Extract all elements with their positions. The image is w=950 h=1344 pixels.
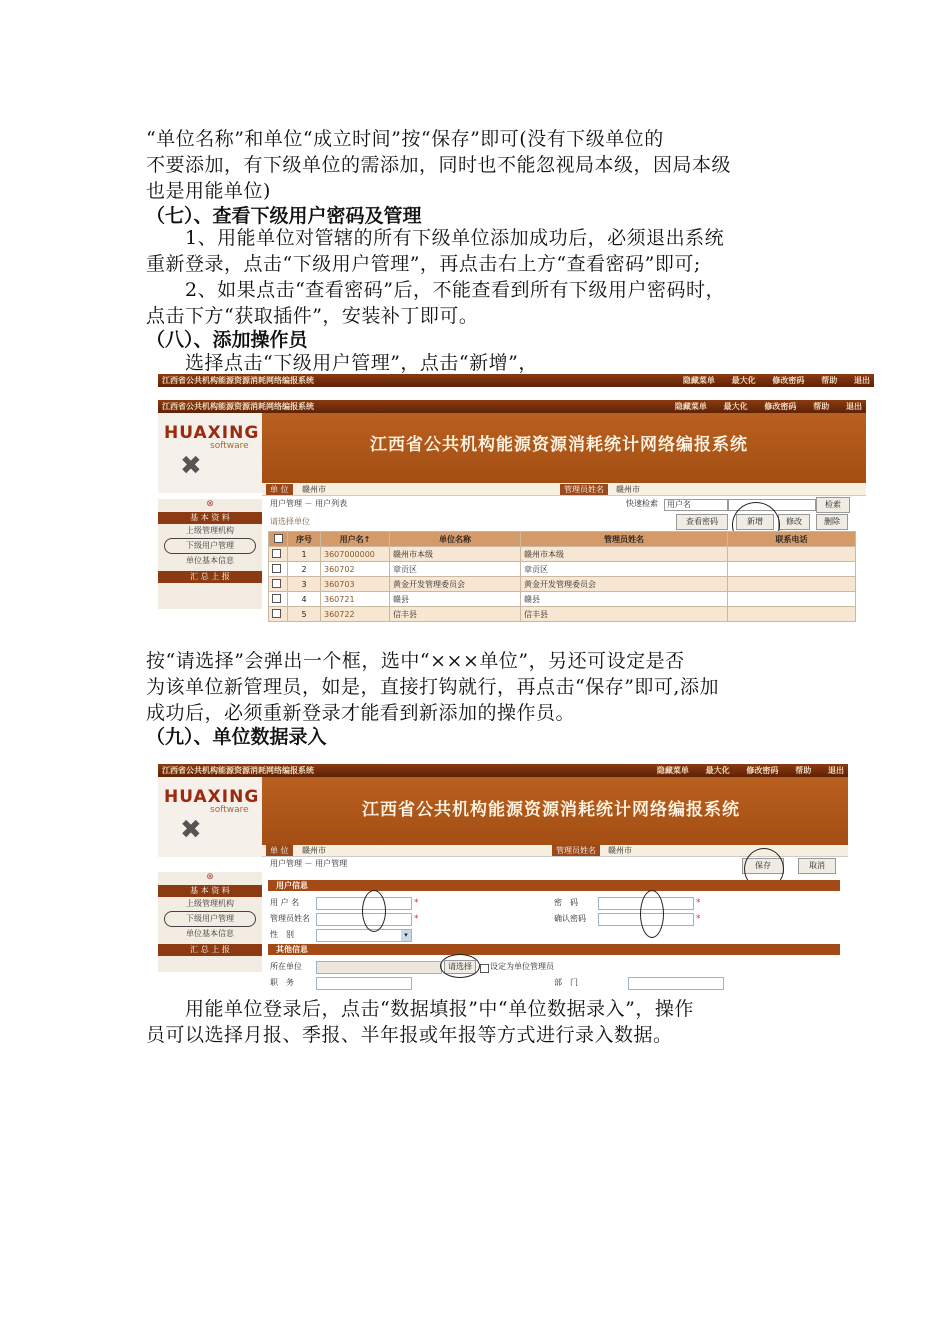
cell: 2 [288, 562, 321, 577]
sidebar-item-unit-info[interactable]: 单位基本信息 [186, 929, 234, 938]
dept-input[interactable] [628, 977, 724, 990]
system-name: 江西省公共机构能源资源消耗网络编报系统 [162, 766, 314, 775]
heading-section-9: （九）、单位数据录入 [146, 726, 327, 748]
text-line: 也是用能单位) [146, 180, 271, 202]
cell: 3 [288, 577, 321, 592]
text-line: “单位名称”和单位“成立时间”按“保存”即可(没有下级单位的 [146, 128, 664, 150]
password-label: 密 码 [554, 898, 578, 907]
admin-value: 赣州市 [608, 846, 632, 855]
sidebar-item-sub-users[interactable]: 下级用户管理 [164, 538, 256, 554]
cell [728, 607, 856, 622]
col-admin-name: 管理员姓名 [521, 532, 728, 547]
cell [728, 592, 856, 607]
highlight-circle [362, 890, 386, 932]
table-row[interactable] [269, 577, 856, 592]
sidebar-header-basic: 基 本 资 料 [158, 512, 262, 524]
top-menu[interactable]: 隐藏菜单 最大化 修改密码 帮助 退出 [682, 376, 870, 385]
admin-value: 赣州市 [616, 485, 640, 494]
view-password-button[interactable]: 查看密码 [676, 514, 728, 530]
gender-select[interactable] [316, 929, 412, 942]
text-line: 用能单位登录后，点击“数据填报”中“单位数据录入”，操作 [146, 998, 694, 1020]
unit-info-bar [262, 483, 866, 496]
text-line: 2、如果点击“查看密码”后，不能查看到所有下级用户密码时， [146, 279, 726, 301]
text-line: 为该单位新管理员，如是，直接打钩就行，再点击“保存”即可,添加 [146, 676, 719, 698]
logo [158, 413, 262, 493]
top-menu[interactable]: 隐藏菜单 最大化 修改密码 帮助 退出 [656, 766, 844, 775]
cell [728, 577, 856, 592]
cell [728, 547, 856, 562]
col-username[interactable]: 用户名↑ [321, 532, 390, 547]
set-admin-label: 设定为单位管理员 [490, 962, 554, 971]
required-mark: * [414, 898, 419, 908]
text-line: 不要添加，有下级单位的需添加，同时也不能忽视局本级，因局本级 [146, 154, 732, 176]
cell: 赣县 [521, 592, 728, 607]
sidebar-item-unit-info[interactable]: 单位基本信息 [186, 556, 234, 565]
cell: 信丰县 [390, 607, 521, 622]
cancel-button[interactable]: 取消 [798, 858, 836, 874]
table-row[interactable] [269, 607, 856, 622]
cell: 章贡区 [390, 562, 521, 577]
text-line: 重新登录，点击“下级用户管理”，再点击右上方“查看密码”即可; [146, 253, 701, 275]
text-line: 1、用能单位对管辖的所有下级单位添加成功后，必须退出系统 [146, 227, 725, 249]
post-label: 职 务 [270, 978, 294, 987]
quick-search-label: 快速检索 [626, 499, 658, 508]
col-phone: 联系电话 [728, 532, 856, 547]
text-line: 员可以选择月报、季报、半年报或年报等方式进行录入数据。 [146, 1024, 673, 1046]
cell: 黄金开发管理委员会 [390, 577, 521, 592]
text-line: 点击下方“获取插件”，安装补丁即可。 [146, 305, 479, 327]
logo-subtext: software [210, 805, 249, 815]
paragraph-add-operator: 选择点击“下级用户管理”，点击“新增”， [146, 352, 538, 374]
text-line: 按“请选择”会弹出一个框，选中“×××单位”，另还可设定是否 [146, 650, 685, 672]
sidebar-item-sub-users[interactable]: 下级用户管理 [164, 911, 256, 927]
row-checkbox[interactable] [272, 609, 281, 618]
post-input[interactable] [316, 977, 412, 990]
banner-title: 江西省公共机构能源资源消耗统计网络编报系统 [370, 435, 748, 455]
row-checkbox[interactable] [272, 579, 281, 588]
banner [262, 777, 848, 845]
unit-label: 单 位 [266, 845, 293, 856]
logo [158, 777, 262, 857]
cell[interactable]: 360703 [321, 577, 390, 592]
top-menu[interactable]: 隐藏菜单 最大化 修改密码 帮助 退出 [674, 402, 862, 411]
text-line: 成功后，必须重新登录才能看到新添加的操作员。 [146, 702, 576, 724]
cell[interactable]: 360721 [321, 592, 390, 607]
cell: 赣州市本级 [521, 547, 728, 562]
breadcrumb: 用户管理 － 用户管理 [270, 859, 348, 868]
sidebar-header-summary[interactable]: 汇 总 上 报 [158, 944, 262, 956]
cell[interactable]: 360722 [321, 607, 390, 622]
unit-label-field: 所在单位 [270, 962, 302, 971]
cell: 4 [288, 592, 321, 607]
heading-section-7: （七）、查看下级用户密码及管理 [146, 205, 422, 227]
table-row[interactable] [269, 547, 856, 562]
breadcrumb [262, 497, 866, 511]
logo-text: HUAXING [164, 787, 260, 807]
paragraph-unit-name [146, 126, 810, 204]
highlight-circle [640, 890, 664, 938]
collapse-icon[interactable]: ⊗ [206, 872, 214, 882]
row-checkbox[interactable] [272, 564, 281, 573]
col-index: 序号 [288, 532, 321, 547]
table-row[interactable] [269, 592, 856, 607]
breadcrumb-text: 用户管理 － 用户列表 [270, 499, 348, 508]
logo-subtext: software [210, 441, 249, 451]
choose-button[interactable]: 请选择 [444, 960, 476, 974]
choose-unit-link[interactable]: 请选择单位 [270, 517, 310, 526]
sidebar-item-parent-org[interactable]: 上级管理机构 [186, 526, 234, 535]
user-table [268, 531, 856, 622]
section-user-info: 用户信息 [268, 880, 840, 891]
cell: 赣州市本级 [390, 547, 521, 562]
paragraph-data-entry [146, 996, 810, 1048]
tools-icon: ✖ [180, 815, 202, 845]
admin-name-label: 管理员姓名 [270, 914, 310, 923]
sidebar-item-parent-org[interactable]: 上级管理机构 [186, 899, 234, 908]
cell[interactable]: 360702 [321, 562, 390, 577]
unit-value: 赣州市 [302, 846, 326, 855]
save-button[interactable]: 保存 [742, 858, 784, 874]
sidebar [158, 499, 262, 609]
row-checkbox[interactable] [272, 594, 281, 603]
cell: 1 [288, 547, 321, 562]
system-title-bar-2 [158, 400, 866, 413]
col-unit-name: 单位名称 [390, 532, 521, 547]
tools-icon: ✖ [180, 451, 202, 481]
sidebar [158, 872, 262, 972]
collapse-icon[interactable]: ⊗ [206, 499, 214, 509]
required-mark: * [696, 914, 701, 924]
confirm-password-label: 确认密码 [554, 914, 586, 923]
cell: 赣县 [390, 592, 521, 607]
system-title-bar [158, 764, 848, 777]
unit-label: 单 位 [266, 484, 293, 495]
unit-value: 赣州市 [302, 485, 326, 494]
table-row[interactable] [269, 562, 856, 577]
edit-button[interactable]: 修改 [778, 514, 810, 530]
set-admin-checkbox[interactable] [480, 964, 489, 973]
banner [262, 413, 866, 483]
cell [728, 562, 856, 577]
select-all-checkbox[interactable] [269, 532, 288, 547]
table-header-row [269, 532, 856, 547]
cell: 信丰县 [521, 607, 728, 622]
chevron-down-icon[interactable]: ▾ [401, 930, 411, 941]
admin-label: 管理员姓名 [552, 845, 600, 856]
banner-title: 江西省公共机构能源资源消耗统计网络编报系统 [362, 800, 740, 820]
admin-label: 管理员姓名 [560, 484, 608, 495]
section-other-info: 其他信息 [268, 944, 840, 955]
cell: 黄金开发管理委员会 [521, 577, 728, 592]
paragraph-view-password [146, 225, 810, 329]
cell: 5 [288, 607, 321, 622]
required-mark: * [414, 914, 419, 924]
search-field-select[interactable]: 用户名 [664, 499, 728, 511]
heading-section-8: （八）、添加操作员 [146, 329, 308, 351]
screenshot-user-list [158, 374, 874, 630]
username-label: 用 户 名 [270, 898, 300, 907]
search-button[interactable]: 检索 [816, 497, 850, 513]
delete-button[interactable]: 删除 [816, 514, 848, 530]
sidebar-header-basic: 基 本 资 料 [158, 885, 262, 897]
add-button[interactable]: 新增 [736, 514, 774, 530]
logo-text: HUAXING [164, 423, 260, 443]
system-title-bar [158, 374, 874, 387]
highlight-circle [440, 954, 480, 978]
required-mark: * [696, 898, 701, 908]
unit-input [316, 961, 442, 974]
row-checkbox[interactable] [272, 549, 281, 558]
system-name: 江西省公共机构能源资源消耗网络编报系统 [162, 376, 314, 385]
system-name: 江西省公共机构能源资源消耗网络编报系统 [162, 402, 314, 411]
gender-label: 性 别 [270, 930, 294, 939]
screenshot-user-form [158, 764, 848, 990]
sidebar-header-summary[interactable]: 汇 总 上 报 [158, 571, 262, 583]
paragraph-choose-unit [146, 648, 810, 726]
cell: 章贡区 [521, 562, 728, 577]
dept-label: 部 门 [554, 978, 578, 987]
cell[interactable]: 3607000000 [321, 547, 390, 562]
